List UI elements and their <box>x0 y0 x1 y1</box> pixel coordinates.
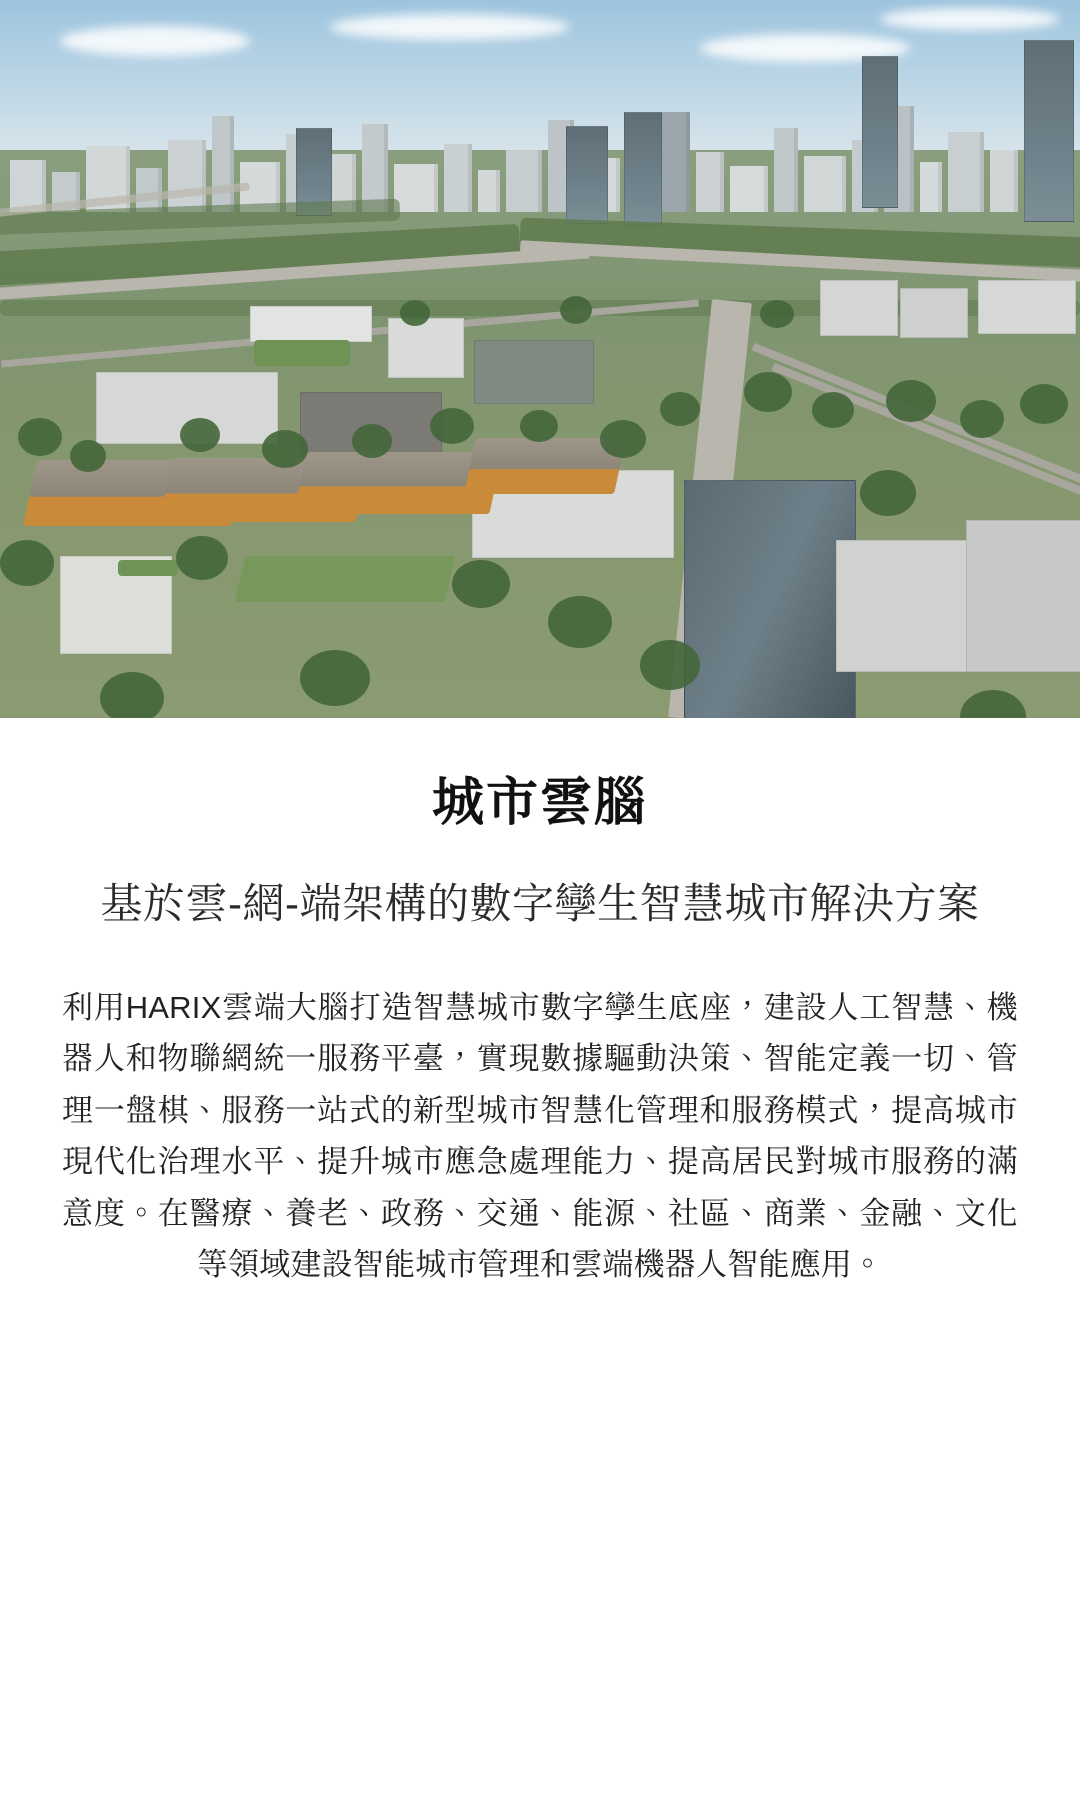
mid-tower <box>624 112 662 226</box>
building <box>966 520 1080 672</box>
foreground-glass-tower <box>684 480 856 718</box>
page-title: 城市雲腦 <box>431 774 648 832</box>
mid-tower <box>1024 40 1074 222</box>
page-subtitle: 基於雲-網-端架構的數字孿生智慧城市解決方案 <box>100 880 980 928</box>
green-roof <box>234 556 455 602</box>
building <box>978 280 1076 334</box>
green-roof <box>118 560 178 576</box>
green-roof <box>254 340 350 366</box>
building <box>836 540 978 672</box>
cloud-icon <box>330 14 570 40</box>
body-paragraph: 利用HARIX雲端大腦打造智慧城市數字孿生底座，建設人工智慧、機器人和物聯網統一服務平臺，實現數據驅動決策、智能定義一切、管理一盤棋、服務一站式的新型城市智慧化管理和服務模式，提高城市現代化治理水平、提升城市應急處理能力、提高居民對城市服務的滿意度。在醫療、養老、政務、交通、能源、社區、商業、金融、文化等領域建設智能城市管理和雲端機器人智能應用。 <box>62 990 1018 1283</box>
mid-tower <box>566 126 608 224</box>
building <box>474 340 594 404</box>
article-content <box>0 718 1080 1291</box>
cloud-icon <box>880 8 1060 30</box>
building <box>820 280 898 336</box>
hero-image <box>0 0 1080 718</box>
cloud-icon <box>60 26 250 56</box>
building <box>250 306 372 342</box>
building <box>900 288 968 338</box>
mid-tower <box>862 56 898 208</box>
building <box>388 318 464 378</box>
